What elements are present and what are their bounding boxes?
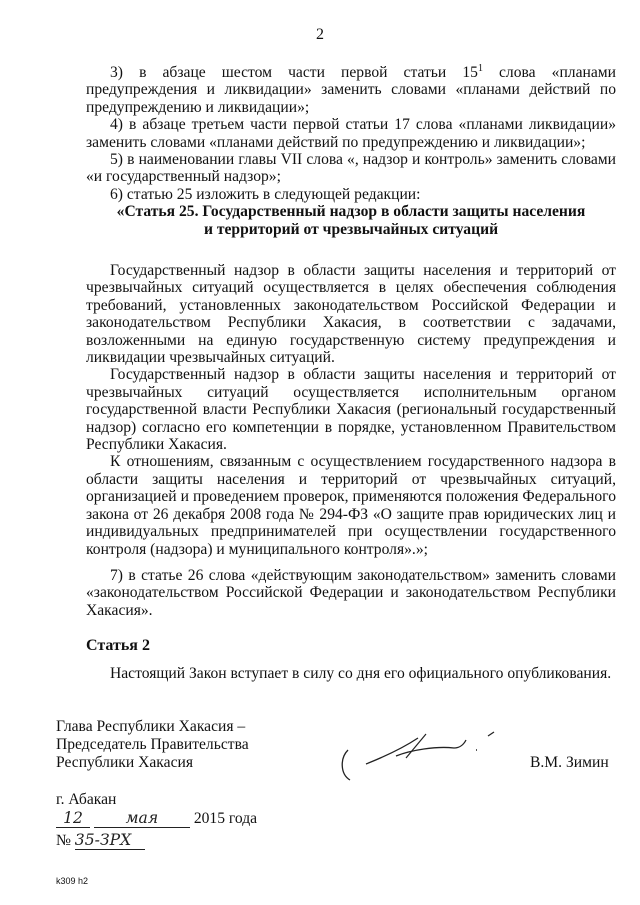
signatory-title bbox=[56, 718, 249, 772]
signatory-line2: Председатель Правительства bbox=[56, 736, 249, 753]
amendment-3-text-after: слова «планами предупреждения и ликвидации» заменить словами «планами действий по предупреждению и ликвидации»; bbox=[86, 64, 616, 116]
handwritten-signature-icon bbox=[336, 728, 506, 788]
article25-paragraph: Государственный надзор в области защиты населения и территорий от чрезвычайных ситуаций осуществляется в целях обеспечения соблюдения требований, установленных законодательством Российской Федерации и законодательством Республики Хакасия, в соответствии с задачами, возложенными на единую государственную систему предупреждения и ликвидации чрезвычайных ситуаций. bbox=[86, 262, 616, 367]
date-year: 2015 года bbox=[193, 810, 258, 827]
article2-title: Статья 2 bbox=[86, 637, 150, 654]
number-value: 35-ЗРХ bbox=[75, 831, 145, 850]
article25-paragraph: Государственный надзор в области защиты населения и территорий от чрезвычайных ситуаций осуществляется исполнительным органом государственной власти Республики Хакасия (региональный государственный надзор) согласно его компетенции в порядке, установленном Правительством Республики Хакасия. bbox=[86, 366, 616, 454]
amendment-6: 6) статью 25 изложить в следующей редакции: bbox=[110, 185, 421, 203]
article25-title-line1: «Статья 25. Государственный надзор в области защиты населения bbox=[116, 203, 586, 221]
amendment-4: 4) в абзаце третьем части первой статьи 17 слова «планами ликвидации» заменить словами «планами действий по предупреждению и ликвидации»; bbox=[86, 116, 616, 151]
amendment-3-text: 3) в абзаце шестом части первой статьи 15 bbox=[110, 64, 478, 81]
superscript: 1 bbox=[477, 62, 483, 74]
amendment-3 bbox=[86, 64, 616, 116]
number-prefix: № bbox=[56, 832, 71, 849]
article25-body bbox=[86, 262, 616, 558]
amendments-block bbox=[86, 64, 616, 238]
article25-paragraph: К отношениям, связанным с осуществлением государственного надзора в области защиты населения и территорий от чрезвычайных ситуаций, организацией и проведением проверок, применяются положения Федерального закона от 26 декабря 2008 года № 294-ФЗ «О защите прав юридических лиц и индивидуальных предпринимателей при осуществлении государственного контроля (надзора) и муниципального контроля».»; bbox=[86, 453, 616, 558]
amendment-7-block bbox=[86, 567, 616, 619]
date-day: 12 bbox=[56, 809, 90, 828]
document-code: k309 h2 bbox=[56, 876, 89, 886]
amendment-5: 5) в наименовании главы VII слова «, надзор и контроль» заменить словами «и государственный надзор»; bbox=[86, 151, 616, 186]
date-line bbox=[56, 809, 257, 828]
place: г. Абакан bbox=[56, 791, 117, 808]
article2-text: Настоящий Закон вступает в силу со дня его официального опубликования. bbox=[110, 665, 612, 682]
amendment-7: 7) в статье 26 слова «действующим законодательством» заменить словами «законодательством Российской Федерации и законодательством Республики Хакасия». bbox=[86, 567, 616, 619]
signatory-line1: Глава Республики Хакасия – bbox=[56, 718, 246, 735]
signatory-line3: Республики Хакасия bbox=[56, 754, 194, 771]
signatory-name: В.М. Зимин bbox=[530, 754, 609, 771]
date-month: мая bbox=[94, 809, 190, 828]
law-number bbox=[56, 831, 145, 850]
article25-title-line2: и территорий от чрезвычайных ситуаций bbox=[203, 220, 499, 238]
page-number: 2 bbox=[316, 26, 324, 43]
